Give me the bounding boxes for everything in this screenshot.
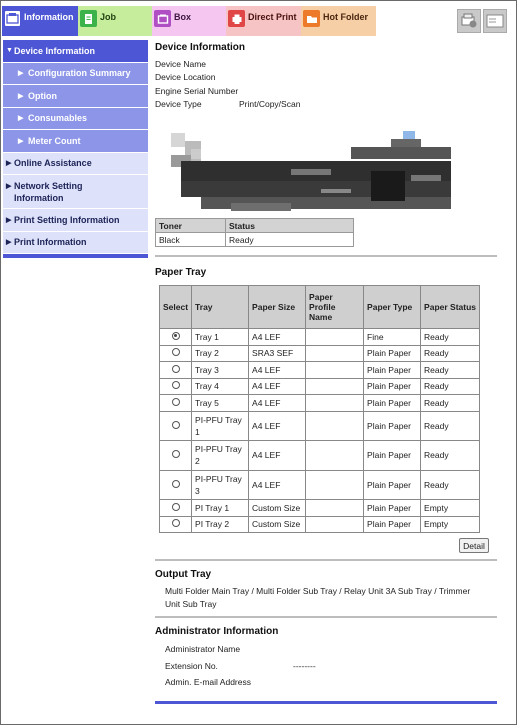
tray-select-radio[interactable] [172,332,180,340]
admin-field-label: Administrator Name [165,644,241,655]
device-field-row [155,57,497,71]
tray-select-cell [160,500,192,517]
sidebar-item-online-assistance[interactable] [3,153,148,176]
admin-title: Administrator Information [155,626,279,637]
paper-tray-rows [160,329,480,533]
device-field-value: Print/Copy/Scan [239,99,301,110]
table-row [160,516,480,533]
sidebar-item-consumables[interactable] [3,108,148,131]
tray-profile [306,411,364,441]
tray-select-radio[interactable] [172,398,180,406]
device-field-label: Device Location [155,72,216,83]
tray-type: Plain Paper [364,516,421,533]
table-header: Tray [192,286,249,329]
main-content [155,42,497,704]
box-icon [154,10,171,27]
tray-type: Plain Paper [364,411,421,441]
panel-view-icon[interactable] [483,9,507,33]
tab-job[interactable] [78,6,152,36]
admin-field-row [165,658,497,675]
tray-type: Plain Paper [364,378,421,395]
tray-status: Ready [421,329,480,346]
toner-status: Ready [226,233,354,247]
tray-select-radio[interactable] [172,421,180,429]
tray-profile [306,441,364,471]
arrow-right-icon: ▶ [18,137,24,145]
device-field-row [155,98,497,112]
sidebar-item-network-setting-information[interactable] [3,175,148,209]
tray-profile [306,516,364,533]
admin-field-value: -------- [293,660,316,671]
tab-direct-print[interactable] [226,6,301,36]
hot-folder-icon [303,10,320,27]
tray-status: Ready [421,362,480,379]
tray-size: A4 LEF [249,441,306,471]
printer-status-icon[interactable] [457,9,481,33]
arrow-right-icon: ▶ [6,239,12,247]
tray-select-cell [160,362,192,379]
device-field-label: Device Name [155,58,207,69]
table-row [160,345,480,362]
tray-status: Ready [421,441,480,471]
tray-status: Ready [421,378,480,395]
tray-tray: PI-PFU Tray 2 [192,441,249,471]
table-row [160,411,480,441]
tray-size: Custom Size [249,500,306,517]
tray-profile [306,329,364,346]
admin-field-label: Extension No. [165,660,218,671]
detail-button[interactable]: Detail [459,538,489,553]
tray-type: Plain Paper [364,500,421,517]
table-header: Paper Size [249,286,306,329]
tray-status: Ready [421,345,480,362]
tray-select-cell [160,329,192,346]
arrow-right-icon: ▶ [18,92,24,100]
tray-status: Empty [421,500,480,517]
tray-status: Ready [421,411,480,441]
tray-tray: Tray 3 [192,362,249,379]
tray-type: Plain Paper [364,441,421,471]
output-tray-text: Multi Folder Main Tray / Multi Folder Sub Tray / Relay Unit 3A Sub Tray / Trimmer Unit Sub Tray [165,586,471,609]
tray-tray: PI Tray 1 [192,500,249,517]
tray-size: Custom Size [249,516,306,533]
tray-profile [306,500,364,517]
tab-hot-folder[interactable] [301,6,376,36]
tray-select-cell [160,516,192,533]
tray-select-cell [160,441,192,471]
job-icon [80,10,97,27]
table-row [156,233,354,247]
sidebar-item-meter-count[interactable] [3,130,148,153]
admin-field-row [165,641,497,658]
tray-select-radio[interactable] [172,348,180,356]
arrow-right-icon: ▶ [6,183,12,190]
paper-tray-table [159,285,480,533]
tray-select-radio[interactable] [172,450,180,458]
sidebar-item-label: Device Information [14,45,96,56]
tray-select-cell [160,345,192,362]
tray-profile [306,395,364,412]
tray-tray: PI-PFU Tray 3 [192,470,249,500]
tray-profile [306,378,364,395]
tray-type: Plain Paper [364,345,421,362]
device-field-label: Device Type [155,99,202,110]
toner-color: Black [156,233,226,247]
tray-profile [306,362,364,379]
tray-status: Empty [421,516,480,533]
paper-tray-title: Paper Tray [155,267,207,278]
tab-box-label: Box [174,12,192,22]
tray-tray: Tray 5 [192,395,249,412]
tray-select-cell [160,378,192,395]
arrow-right-icon: ▶ [18,115,24,123]
table-header: Paper Type [364,286,421,329]
sidebar-item-label: Meter Count [28,135,81,146]
tray-type: Plain Paper [364,362,421,379]
sidebar-item-configuration-summary[interactable] [3,63,148,86]
admin-info-list [165,641,497,691]
tray-select-radio[interactable] [172,381,180,389]
table-header: Status [226,219,354,233]
table-row [160,378,480,395]
device-field-row [155,71,497,85]
tray-size: A4 LEF [249,470,306,500]
expanded-arrow-icon: ▼ [6,47,13,55]
table-row [160,470,480,500]
table-row [160,500,480,517]
tray-select-radio[interactable] [172,365,180,373]
admin-field-label: Admin. E-mail Address [165,677,251,688]
device-image [171,131,431,209]
section-divider [155,616,497,618]
tray-tray: Tray 4 [192,378,249,395]
admin-field-row [165,674,497,691]
tray-size: SRA3 SEF [249,345,306,362]
tray-status: Ready [421,470,480,500]
tray-tray: Tray 2 [192,345,249,362]
sidebar-item-print-information[interactable] [3,232,148,255]
toner-table [155,218,354,247]
section-divider [155,255,497,257]
tray-select-radio[interactable] [172,480,180,488]
tab-box[interactable] [152,6,226,36]
tray-size: A4 LEF [249,362,306,379]
footer-bar [155,701,497,704]
tab-hot-folder-label: Hot Folder [323,12,368,22]
table-row [160,395,480,412]
sidebar-item-label: Consumables [28,113,88,124]
table-row [160,441,480,471]
sidebar-item-device-information[interactable] [3,40,148,63]
output-tray-title: Output Tray [155,569,212,580]
sidebar [3,40,148,258]
tray-select-radio[interactable] [172,503,180,511]
tray-select-cell [160,470,192,500]
tray-size: A4 LEF [249,395,306,412]
tray-tray: PI Tray 2 [192,516,249,533]
tray-tray: Tray 1 [192,329,249,346]
tab-job-label: Job [100,12,117,22]
tab-information[interactable] [2,6,78,36]
tray-type: Fine [364,329,421,346]
table-header: Select [160,286,192,329]
direct-print-icon [228,10,245,27]
tray-status: Ready [421,395,480,412]
sidebar-item-label: Option [28,90,57,101]
sidebar-item-label: Print Setting Information [14,214,120,225]
sidebar-item-label: Network Setting Information [14,180,83,203]
table-header: Toner [156,219,226,233]
tray-size: A4 LEF [249,378,306,395]
tray-profile [306,345,364,362]
top-tab-bar [2,2,516,36]
device-field-row [155,84,497,98]
tray-select-cell [160,411,192,441]
sidebar-item-label: Configuration Summary [28,68,131,79]
detail-button-row [155,533,497,555]
tab-direct-print-label: Direct Print [248,12,297,22]
arrow-right-icon: ▶ [6,160,12,168]
arrow-right-icon: ▶ [18,70,24,78]
table-header: Paper Profile Name [306,286,364,329]
tray-select-radio[interactable] [172,519,180,527]
table-header: Paper Status [421,286,480,329]
tray-type: Plain Paper [364,470,421,500]
sidebar-item-print-setting-information[interactable] [3,209,148,232]
information-icon [4,10,21,27]
sidebar-item-label: Online Assistance [14,158,92,169]
sidebar-item-option[interactable] [3,85,148,108]
tray-select-cell [160,395,192,412]
sidebar-item-label: Print Information [14,237,87,248]
tray-size: A4 LEF [249,411,306,441]
tray-tray: PI-PFU Tray 1 [192,411,249,441]
section-divider [155,559,497,561]
arrow-right-icon: ▶ [6,216,12,224]
tray-size: A4 LEF [249,329,306,346]
device-field-label: Engine Serial Number [155,85,239,96]
tray-type: Plain Paper [364,395,421,412]
table-row [160,329,480,346]
tray-profile [306,470,364,500]
table-row [160,362,480,379]
page-title: Device Information [155,42,246,53]
tab-information-label: Information [24,12,74,22]
device-info-list [155,57,497,111]
sidebar-bottom-bar [3,254,148,258]
